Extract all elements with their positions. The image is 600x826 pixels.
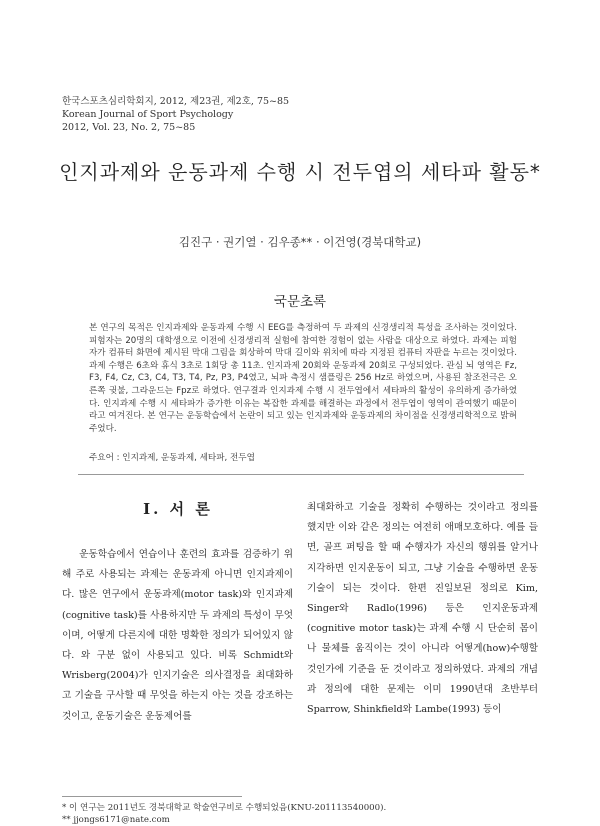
paper-title: 인지과제와 운동과제 수행 시 전두엽의 세타파 활동* (59, 160, 541, 184)
journal-header-volume: 2012, Vol. 23, No. 2, 75~85 (62, 122, 196, 133)
footnote-email: ** jjongs6171@nate.com (62, 815, 170, 825)
footnote-funding: * 이 연구는 2011년도 경북대학교 학술연구비로 수행되었음(KNU-201113540000). (62, 803, 387, 813)
footnotes (62, 802, 386, 826)
intro-left-column: 운동학습에서 연습이나 훈련의 효과를 검증하기 위해 주로 사용되는 과제는 운동과제 아니면 인지과제이다. 많은 연구에서 운동과제(motor task)와 인지과제(cognitive task)를 사용하지만 두 과제의 특성이 무엇이며, 어떻게 다른지에 대한 명확한 정의가 되어있지 않다. 와 구분 없이 사용되고 있다. 비록 Schmidt와 Wrisberg(2004)가 인지기술은 의사결정을 최대화하고 기술을 구사할 때 무엇을 하는지 아는 것을 강조하는 것이고, 운동기술은 운동제어를 (62, 549, 293, 722)
section-divider (78, 474, 524, 475)
footnote-divider (62, 796, 242, 797)
journal-header (62, 95, 289, 134)
intro-right-column: 최대화하고 기술을 정확히 수행하는 것이라고 정의를 했지만 이와 같은 정의는 여전히 애매모호하다. 예를 들면, 골프 퍼팅을 할 때 수행자가 자신의 행위를 알거나 지각하면 인지운동이 되고, 그냥 기술을 수행하면 운동기술이 되는 것이다. 한편 진일보된 정의로 Kim, Singer와 Radlo(1996) 등은 인지운동과제(cognitive motor task)는 과제 수행 시 단순히 몸이나 물체를 움직이는 것이 아니라 어떻게(how)수행할 것인가에 기준을 둔 것이라고 정의하였다. 과제의 개념과 정의에 대한 문제는 이미 1990년대 초반부터 Sparrow, Shinkfield와 Lambe(1993) 등이 (307, 502, 538, 716)
section-heading-introduction: I. 서 론 (143, 500, 213, 518)
author-list: 김진구 · 권기열 · 김우종** · 이건영(경북대학교) (178, 235, 422, 249)
keywords: 주요어 : 인지과제, 운동과제, 세타파, 전두엽 (89, 453, 255, 463)
abstract-body: 본 연구의 목적은 인지과제와 운동과제 수행 시 EEG를 측정하여 두 과제의 신경생리적 특성을 조사하는 것이었다. 피험자는 20명의 대학생으로 이전에 신경생리적 실험에 참여한 경험이 없는 사람을 대상으로 하였다. 과제는 피험자가 컴퓨터 화면에 제시된 막대 그림을 회상하여 막대 길이와 위치에 따라 지정된 컴퓨터 자판을 누르는 것이었다. 과제 수행은 6초와 휴식 3초로 1회당 총 11초. 인지과제 20회와 운동과제 20회로 구성되었다. 관심 뇌 영역은 Fz, F3, F4, Cz, C3, C4, T3, T4, Pz, P3, P4였고, 뇌파 측정시 샘플링은 256 Hz로 하였으며, 사용된 참조전극은 오른쪽 귓불, 그라운드는 Fpz로 하였다. 연구결과 인지과제 수행 시 전두엽에서 세타파의 활성이 유의하게 증가하였다. 인지과제 수행 시 세타파가 증가한 이유는 복잡한 과제를 해결하는 과정에서 전두엽이 영역이 관여했기 때문이라고 여겨진다. 본 연구는 운동학습에서 논란이 되고 있는 인지과제와 운동과제의 차이점을 신경생리학적으로 밝혀주었다. (89, 323, 517, 434)
journal-header-english: Korean Journal of Sport Psychology (62, 109, 234, 120)
abstract-heading: 국문초록 (273, 294, 327, 310)
journal-header-korean: 한국스포츠심리학회지, 2012, 제23권, 제2호, 75~85 (62, 96, 290, 107)
